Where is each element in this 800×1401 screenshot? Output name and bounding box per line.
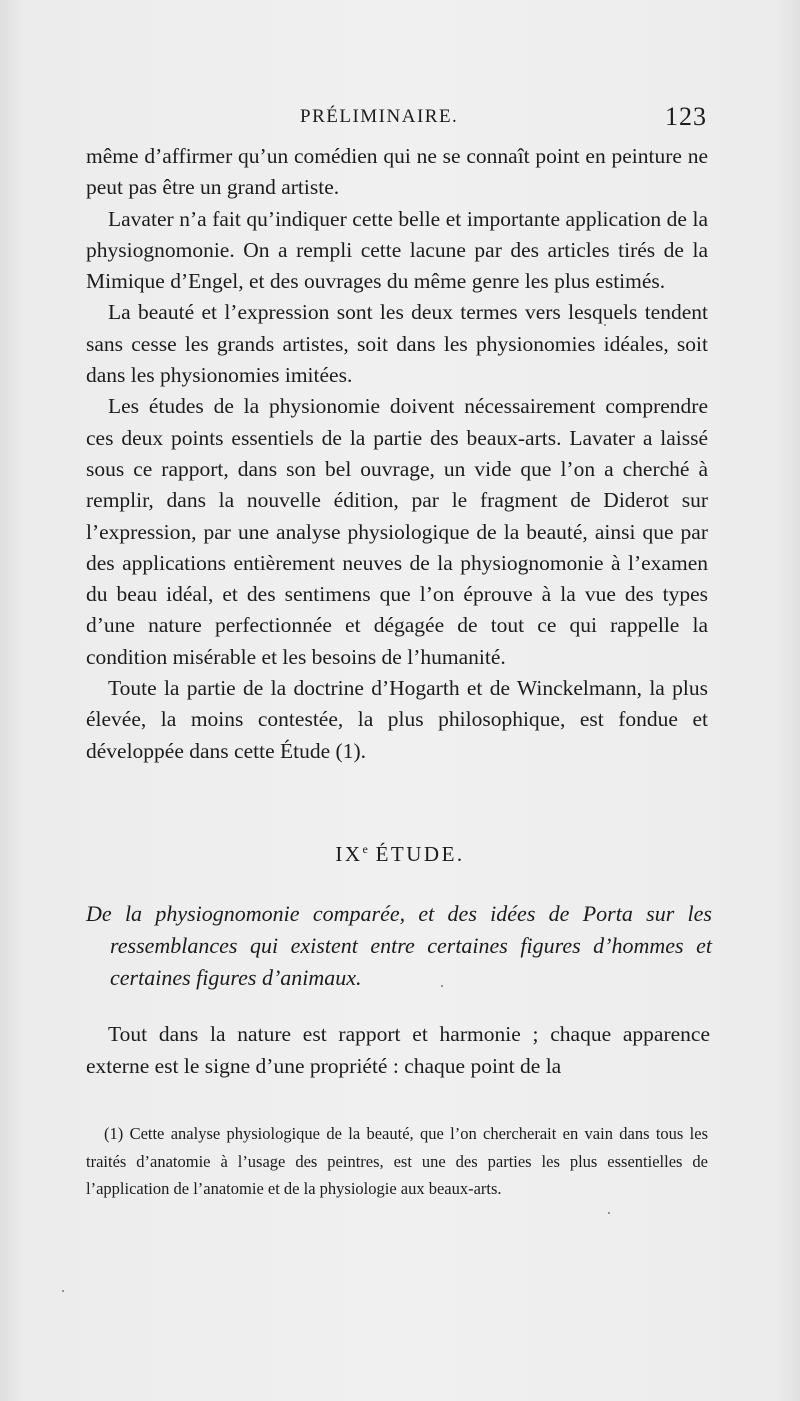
section-number: IX: [335, 842, 363, 866]
paragraph: Les études de la physionomie doivent nécessairement comprendre ces deux points essentiels de la partie des beaux-arts. Lavater a laissé sous ce rapport, dans son bel ouvrage, un vide que l’on a cherché à remplir, dans la nouvelle édition, par le fragment de Diderot sur l’expression, par une analyse physiologique de la beauté, ainsi que par des applications entièrement neuves de la physiognomonie à l’examen du beau idéal, et des sentimens que l’on éprouve à la vue des types d’une nature perfectionnée et dégagée de tout ce qui rappelle la condition misérable et les besoins de l’humanité.: [86, 394, 708, 669]
page-header: [0, 104, 800, 136]
paragraph: Toute la partie de la doctrine d’Hogarth et de Winckelmann, la plus élevée, la moins contestée, la plus philosophique, est fondue et développée dans cette Étude (1).: [86, 676, 708, 763]
running-title: PRÉLIMINAIRE.: [300, 106, 459, 127]
paragraph: Lavater n’a fait qu’indiquer cette belle et importante application de la physiognomonie. On a rempli cette lacune par des articles tirés de la Mimique d’Engel, et des ouvrages du même genre les plus estimés.: [86, 206, 708, 294]
preliminary-text: [86, 141, 708, 767]
section-label: ÉTUDE.: [375, 842, 465, 866]
paragraph-continued: même d’affirmer qu’un comédien qui ne se connaît point en peinture ne peut pas être un grand artiste.: [86, 144, 708, 200]
page-number: 123: [665, 102, 707, 131]
paragraph: La beauté et l’expression sont les deux termes vers lesquels tendent sans cesse les grands artistes, soit dans les physionomies idéales, soit dans les physionomies imitées.: [86, 300, 708, 388]
paper-speck: [604, 324, 606, 326]
study-title: De la physiognomonie comparée, et des idées de Porta sur les ressemblances qui existent entre certaines figures d’hommes et certaines figures d’animaux.: [86, 901, 712, 990]
section-superscript: e: [362, 842, 368, 856]
footnote: (1) Cette analyse physiologique de la beauté, que l’on chercherait en vain dans tous les traités d’anatomie à l’usage des peintres, est une des parties les plus essentielles de l’application de l’anatomie et de la physiologie aux beaux-arts.: [86, 1124, 708, 1198]
paper-speck: [608, 1212, 610, 1214]
paper-speck: [441, 985, 443, 987]
paper-speck: [62, 1290, 64, 1292]
section-heading: [0, 842, 800, 867]
chapter-opening-text: Tout dans la nature est rapport et harmonie ; chaque apparence externe est le signe d’une propriété : chaque point de la: [86, 1022, 710, 1078]
